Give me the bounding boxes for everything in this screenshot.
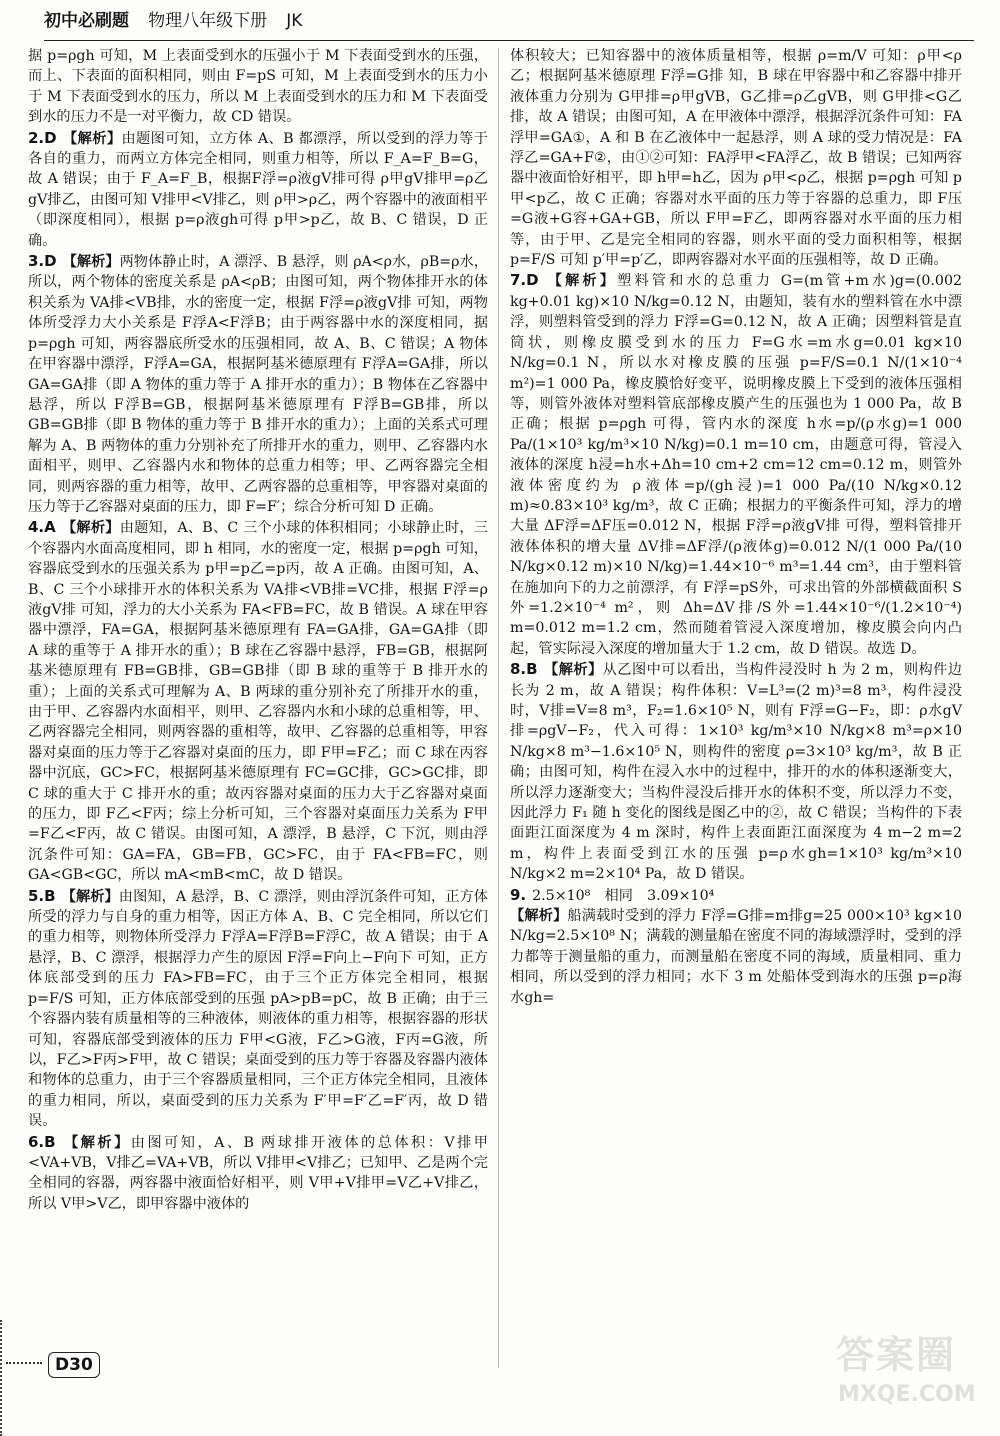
answer-number: 8.B xyxy=(510,660,538,679)
analysis-tag: 【解析】 xyxy=(61,1134,131,1151)
answer-number: 5.B xyxy=(28,886,56,905)
analysis-tag: 【解析】 xyxy=(62,130,122,147)
page-footer xyxy=(6,1352,126,1392)
answer-item xyxy=(28,886,488,1132)
answer-number: 2.D xyxy=(28,128,57,147)
right-answers xyxy=(510,270,962,1008)
book-subject: 物理八年级下册 xyxy=(148,11,268,31)
watermark-logo xyxy=(832,1324,982,1416)
left-answers xyxy=(28,128,488,1215)
analysis-tag: 【解析】 xyxy=(61,888,119,905)
answer-number: 4.A xyxy=(28,518,56,537)
answer-text: 由题知，A、B、C 三个小球的体积相同；小球静止时，三个容器内水面高度相同，即 h 相同，水的密度一定，根据 p=ρgh 可知，容器底受到水的压强关系为 p甲=p乙=p丙，故 A 正确。由图可知，A、B、C 三个小球排开水的体积关系为 VA排<VB排=VC排，根据 F浮=ρ液gV排 可知，浮力的大小关系为 FA<FB=FC，故 B 错误。A 球在甲容器中漂浮，FA=GA，根据阿基米德原理有 FA=GA排，GA=GA排（即 A 球的重等于 A 排开水的重）；B 球在乙容器中悬浮，FB=GB，根据阿基米德原理有 FB=GB排，GB=GB排（即 B 球的重等于 B 排开水的重）；上面的关系式可理解为 A、B 两球的重分别补充了所排开水的重，由于甲、乙容器内水面相平，则甲、乙容器内水和小球的总重相等，甲、乙两容器完全相同，则两容器的重相等，故甲、乙容器的总重相等，甲容器对桌面的压力等于乙容器对桌面的压力，即 F甲=F乙；而 C 球在丙容器中沉底，GC>FC，根据阿基米德原理有 FC=GC排，GC>GC排，即 C 球的重大于 C 排开水的重；故丙容器对桌面的压力大于乙容器对桌面的压力，即 F乙<F丙；综上分析可知，三个容器对桌面压力关系为 F甲=F乙<F丙，故 C 错误。由图可知，A 漂浮，B 悬浮，C 下沉，则由浮沉条件可知：GA=FA，GB=FB，GC>FC，由于 FA<FB=FC，则 GA<GB<GC，所以 mA<mB<mC，故 D 错误。 xyxy=(28,520,488,884)
left-intro: 据 p=ρgh 可知，M 上表面受到水的压强小于 M 下表面受到水的压强，而上、下表面的面积相同，则由 F=pS 可知，M 上表面受到水的压力小于 M 下表面受到水的压力，所以 M 上表面受到水的压力和 M 下表面受到水的压力不是一对平衡力，故 CD 错误。 xyxy=(28,48,488,126)
answer-item xyxy=(510,270,962,659)
answer-text: 2.5×10⁸ 相同 3.09×10⁴ xyxy=(532,887,715,904)
answer-item xyxy=(28,1132,488,1215)
answer-text: 从乙图中可以看出，当构件浸没时 h 为 2 m，则构件边长为 2 m，故 A 错误；构件体积：V=L³=(2 m)³=8 m³，构件浸没时，V排=V=8 m³，F₂=1.6×10⁵ N，则有 F浮=G−F₂，即：ρ水gV排=ρgV−F₂，代入可得：1×10³ kg/m³×10 N/kg×8 m³=ρ×10 N/kg×8 m³−1.6×10⁵ N，则构件的密度 ρ=3×10³ kg/m³，故 B 正确；由图可知，构件在浸入水中的过程中，排开的水的体积逐渐变大，所以浮力逐渐变大；当构件浸没后排开水的体积不变，所以浮力不变，因此浮力 F₁ 随 h 变化的图线是图乙中的②，故 C 错误；当构件的下表面距江面深度为 4 m 深时，构件上表面距江面深度为 4 m−2 m=2 m，构件上表面受到江水的压强 p=ρ水gh=1×10³ kg/m³×10 N/kg×2 m=2×10⁴ Pa，故 D 错误。 xyxy=(510,662,962,883)
analysis-tag: 【解析】 xyxy=(544,273,618,290)
page-edge-dots xyxy=(0,1320,4,1436)
analysis-tag: 【解析】 xyxy=(510,908,568,925)
answer-item xyxy=(510,659,962,884)
answer-item xyxy=(510,906,962,1008)
footer-dots xyxy=(6,1362,42,1364)
answer-item xyxy=(28,128,488,251)
answer-number: 6.B xyxy=(28,1132,56,1151)
answer-text: 由图知，A 悬浮，B、C 漂浮，则由浮沉条件可知，正方体所受的浮力与自身的重力相等，因正方体 A、B、C 完全相同，所以它们的重力相等，则物体所受浮力 F浮A=F浮B=F浮C，故 A 错误；由于 A 悬浮，B、C 漂浮，根据浮力产生的原因 F浮=F向上−F向下 可知，正方体底部受到的压力 FA>FB=FC，由于三个正方体完全相同，根据 p=F/S 可知，正方体底部受到的压强 pA>pB=pC，故 B 正确；由于三个容器内装有质量相等的三种液体，则液体的重力相等，根据容器的形状可知，容器底部受到液体的压力 F甲<G液，F乙>G液，F丙=G液，所以，F乙>F丙>F甲，故 C 错误；桌面受到的压力等于容器及容器内液体和物体的总重力，由于三个容器质量相同，三个正方体完全相同，且液体的重力相同，所以，桌面受到的压力关系为 F′甲=F′乙=F′丙，故 D 错误。 xyxy=(28,888,488,1130)
left-column xyxy=(28,46,488,1214)
column-divider xyxy=(498,48,499,1368)
page-number: D30 xyxy=(48,1352,100,1378)
page-header xyxy=(44,6,974,41)
analysis-tag: 【解析】 xyxy=(543,662,603,679)
watermark-site: MXQE.COM xyxy=(838,1382,976,1407)
right-intro: 体积较大；已知容器中的液体质量相等，根据 ρ=m/V 可知：ρ甲<ρ乙；根据阿基米德原理 F浮=G排 知，B 球在甲容器中和乙容器中排开液体重力分别为 G甲排=ρ甲gVB，G乙排=ρ乙gVB，则 G甲排<G乙排，故 A 错误；由图可知，A 在甲液体中漂浮，根据浮沉条件可知：FA浮甲=GA①，A 和 B 在乙液体中一起悬浮，则 A 球的受力情况是：FA浮乙=GA+F②，由①②可知：FA浮甲<FA浮乙，故 B 错误；已知两容器中液面恰好相平，即 h甲=h乙，因为 ρ甲<ρ乙，根据 p=ρgh 可知 p甲<p乙，故 C 正确；容器对水平面的压力等于容器的总重力，即 F压=G液+G容+GA+GB，所以 F甲=F乙，即两容器对水平面的压力相等，由于甲、乙是完全相同的容器，则水平面的受力面积相等，根据 p=F/S 可知 p′甲=p′乙，即两容器对水平面的压强相等，故 D 正确。 xyxy=(510,48,962,269)
answer-item xyxy=(28,517,488,885)
answer-item xyxy=(28,251,488,517)
analysis-tag: 【解析】 xyxy=(62,254,120,271)
answer-text: 由题图可知，立方体 A、B 都漂浮，所以受到的浮力等于各自的重力，而两立方体完全相同，则重力相等，所以 F_A=F_B=G，故 A 错误；由于 F_A=F_B，根据F浮=ρ液gV排可得 ρ甲gV排甲=ρ乙gV排乙，由图可知 V排甲<V排乙，则 ρ甲>ρ乙，两个容器中的液面相平（即深度相同），根据 p=ρ液gh可得 p甲>p乙，故 B、C 错误，D 正确。 xyxy=(28,130,488,249)
answer-text: 由图可知，A、B 两球排开液体的总体积：V排甲<VA+VB，V排乙=VA+VB，所以 V排甲<V排乙；已知甲、乙是两个完全相同的容器，两容器中液面恰好相平，则 V甲+V排甲=V乙+V排乙，所以 V甲>V乙，即甲容器中液体的 xyxy=(28,1134,488,1212)
answer-text: 塑料管和水的总重力 G=(m管+m水)g=(0.002 kg+0.01 kg)×10 N/kg=0.12 N，由题知，装有水的塑料管在水中漂浮，则塑料管受到的浮力 F浮=G=0.12 N，故 A 正确；因塑料管是直筒状，则橡皮膜受到水的压力 F=G水=m水g=0.01 kg×10 N/kg=0.1 N，所以水对橡皮膜的压强 p=F/S=0.1 N/(1×10⁻⁴ m²)=1 000 Pa，橡皮膜恰好变平，说明橡皮膜上下受到的液体压强相等，则管外液体对塑料管底部橡皮膜产生的压强也为 1 000 Pa，故 B 正确；根据 p=ρgh 可得，管内水的深度 h水=p/(ρ水g)=1 000 Pa/(1×10³ kg/m³×10 N/kg)=0.1 m=10 cm，由题意可得，管浸入液体的深度 h浸=h水+Δh=10 cm+2 cm=12 cm=0.12 m，则管外液体密度约为 ρ液体=p/(gh浸)=1 000 Pa/(10 N/kg×0.12 m)≈0.83×10³ kg/m³，故 C 正确；根据力的平衡条件可知，浮力的增大量 ΔF浮=ΔF压=0.012 N，根据 F浮=ρ液gV排 可得，塑料管排开液体体积的增大量 ΔV排=ΔF浮/(ρ液体g)=0.012 N/(1 000 Pa/(10 N/kg×0.12 m)×10 N/kg)=1.44×10⁻⁶ m³=1.44 cm³，由于塑料管在施加向下的力之前漂浮，有 F浮=pS外，可求出管的外部横截面积 S外=1.2×10⁻⁴ m²，则 Δh=ΔV排/S外=1.44×10⁻⁶/(1.2×10⁻⁴) m=0.012 m=1.2 cm，然而随着管浸入深度增加，橡皮膜会向内凸起，管实际浸入深度的增加量大于 1.2 cm，故 D 错误。故选 D。 xyxy=(510,273,962,657)
watermark-text: 答案圈 xyxy=(836,1333,957,1377)
answer-item xyxy=(510,885,962,906)
book-brand: 初中必刷题 xyxy=(44,11,129,31)
answer-number: 3.D xyxy=(28,252,57,271)
answer-number: 7.D xyxy=(510,271,539,290)
analysis-tag: 【解析】 xyxy=(61,520,120,537)
answer-text: 船满载时受到的浮力 F浮=G排=m排g=25 000×10³ kg×10 N/kg=2.5×10⁸ N；满载的测量船在密度不同的海域漂浮时，受到的浮力都等于测量船的重力，而测量船在密度不同的海域，质量相同、重力相同，所以受到的浮力相同；水下 3 m 处船体受到海水的压强 p=ρ海水gh= xyxy=(510,908,962,1006)
answer-text: 两物体静止时，A 漂浮、B 悬浮，则 ρA<ρ水，ρB=ρ水，所以，两个物体的密度关系是 ρA<ρB；由图可知，两个物体排开水的体积关系为 VA排<VB排，水的密度一定，根据 F浮=ρ液gV排 可知，两物体所受浮力大小关系是 F浮A<F浮B；由于两容器中水的深度相同，据 p=ρgh 可知，两容器底所受水的压强相同，故 A、B、C 错误；A 物体在甲容器中漂浮，F浮A=GA，根据阿基米德原理有 F浮A=GA排，所以 GA=GA排（即 A 物体的重力等于 A 排开水的重力）；B 物体在乙容器中悬浮，所以 F浮B=GB，根据阿基米德原理有 F浮B=GB排，所以 GB=GB排（即 B 物体的重力等于 B 排开水的重力）；上面的关系式可理解为 A、B 两物体的重力分别补充了所排开水的重力，则甲、乙容器内水面相平，则甲、乙容器内水和物体的总重力相等；甲、乙两容器完全相同，则两容器的重力相等，故甲、乙两容器的总重相等，甲容器对桌面的压力等于乙容器对桌面的压力，即 F=F′；综合分析可知 D 正确。 xyxy=(28,254,488,515)
book-edition: JK xyxy=(286,11,303,31)
answer-number: 9. xyxy=(510,885,527,904)
right-column xyxy=(510,46,962,1008)
